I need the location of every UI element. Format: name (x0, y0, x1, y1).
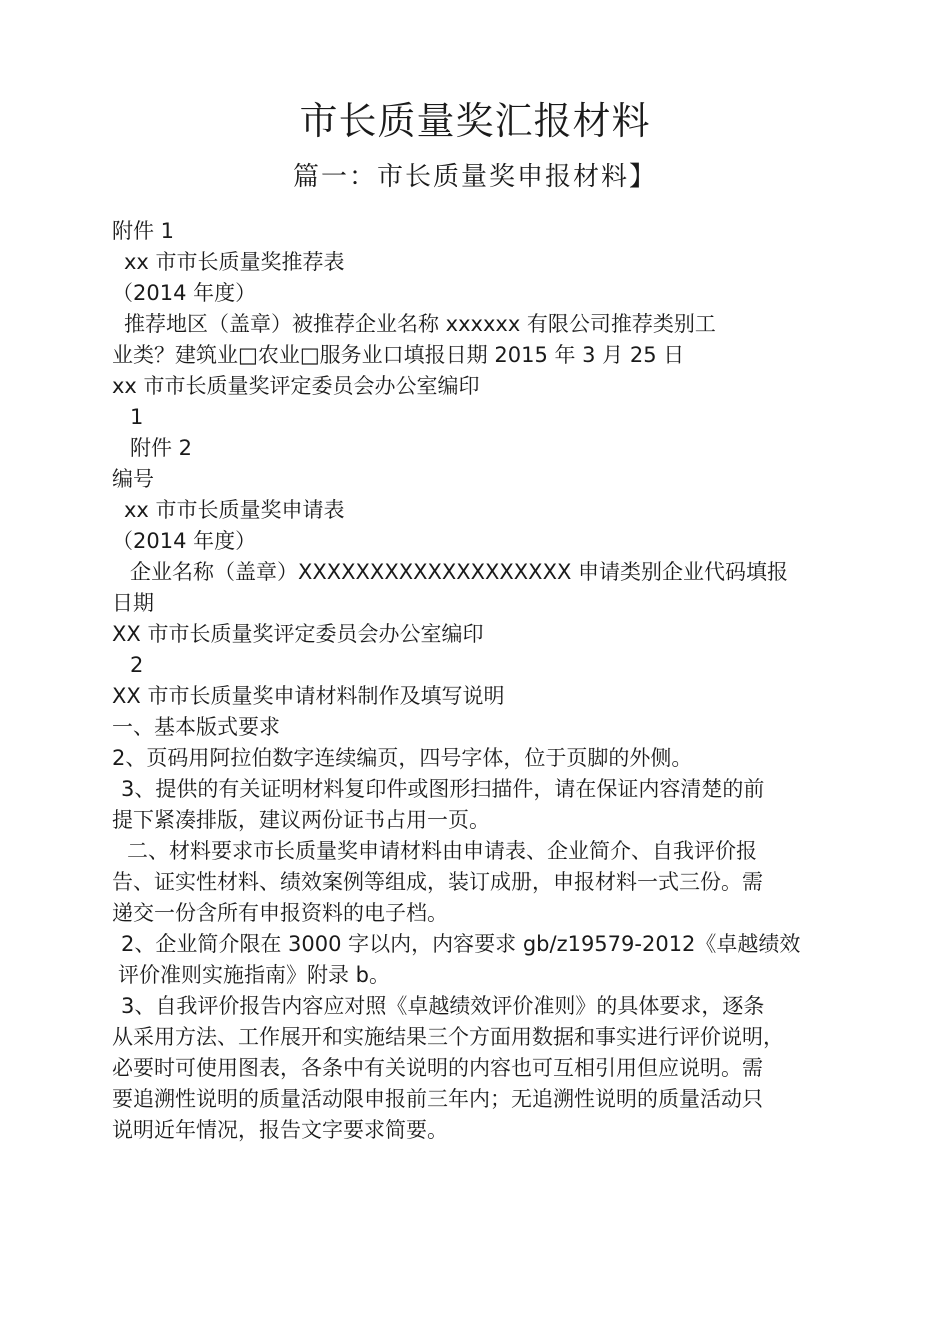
text-line: 递交一份含所有申报资料的电子档。 (112, 901, 448, 925)
text-line: 3、自我评价报告内容应对照《卓越绩效评价准则》的具体要求，逐条 (121, 994, 765, 1018)
text-line: 2、页码用阿拉伯数字连续编页，四号字体，位于页脚的外侧。 (112, 746, 693, 770)
text-line: 提下紧凑排版，建议两份证书占用一页。 (112, 808, 490, 832)
text-line: 要追溯性说明的质量活动限申报前三年内；无追溯性说明的质量活动只 (112, 1087, 763, 1111)
section-heading: 一、基本版式要求 (112, 715, 280, 739)
text-line: 告、证实性材料、绩效案例等组成，装订成册，申报材料一式三份。需 (112, 870, 763, 894)
text-line: 附件 1 (112, 219, 175, 243)
text-line: 评价准则实施指南》附录 b。 (118, 963, 391, 987)
text-line: 2、企业简介限在 3000 字以内，内容要求 gb/z19579-2012《卓越绩效 (121, 932, 801, 956)
text-line: xx 市市长质量奖推荐表 (124, 250, 345, 274)
text-line: 二、材料要求市长质量奖申请材料由申请表、企业简介、自我评价报 (127, 839, 757, 863)
document-body (112, 216, 852, 1146)
text-line: （2014 年度） (112, 281, 257, 305)
text-line: （2014 年度） (112, 529, 257, 553)
text-line: 3、提供的有关证明材料复印件或图形扫描件，请在保证内容清楚的前 (121, 777, 765, 801)
document-subtitle: 篇一：市长质量奖申报材料】 (292, 162, 657, 192)
page-number: 2 (130, 653, 144, 677)
text-line: xx 市市长质量奖评定委员会办公室编印 (112, 374, 480, 398)
text-line: 推荐地区（盖章）被推荐企业名称 xxxxxx 有限公司推荐类别工 (124, 312, 716, 336)
text-line: 企业名称（盖章）XXXXXXXXXXXXXXXXXXX 申请类别企业代码填报 (130, 560, 789, 584)
text-line: 编号 (112, 467, 154, 491)
text-line: 日期 (112, 591, 154, 615)
text-line: xx 市市长质量奖申请表 (124, 498, 345, 522)
document-title: 市长质量奖汇报材料 (299, 99, 651, 143)
text-line: 说明近年情况，报告文字要求简要。 (112, 1118, 448, 1142)
text-line: XX 市市长质量奖评定委员会办公室编印 (112, 622, 484, 646)
text-line: 附件 2 (130, 436, 193, 460)
section-heading: XX 市市长质量奖申请材料制作及填写说明 (112, 684, 505, 708)
page-number: 1 (130, 405, 144, 429)
text-line: 从采用方法、工作展开和实施结果三个方面用数据和事实进行评价说明， (112, 1025, 784, 1049)
text-line: 必要时可使用图表，各条中有关说明的内容也可互相引用但应说明。需 (112, 1056, 763, 1080)
text-line: 业类？建筑业□农业□服务业口填报日期 2015 年 3 月 25 日 (112, 343, 685, 367)
